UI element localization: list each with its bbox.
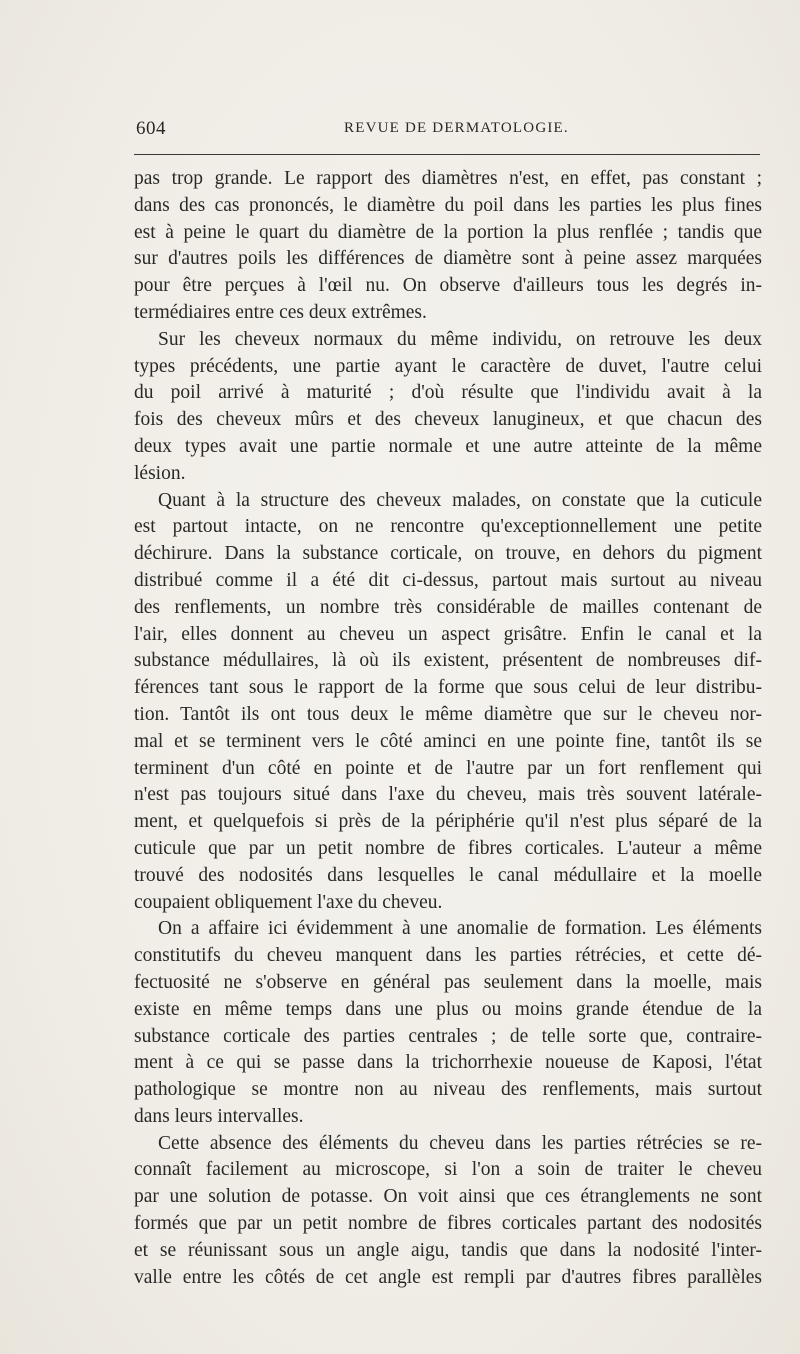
text-line: fectuosité ne s'observe en général pas seulement dans la moelle, mais (134, 971, 762, 993)
text-line: pour être perçues à l'œil nu. On observe d'ailleurs tous les degrés in- (134, 275, 762, 297)
text-line: ment à ce qui se passe dans la trichorrhexie noueuse de Kaposi, l'état (134, 1052, 762, 1074)
page-number: 604 (136, 118, 166, 139)
text-line: substance médullaires, là où ils existent, présentent de nombreuses dif- (134, 650, 762, 672)
text-line: constitutifs du cheveu manquent dans les parties rétrécies, et cette dé- (134, 945, 762, 967)
text-line: déchirure. Dans la substance corticale, on trouve, en dehors du pigment (134, 543, 762, 565)
header-rule (134, 154, 760, 155)
text-line: distribué comme il a été dit ci-dessus, partout mais surtout au niveau (134, 569, 762, 591)
text-line: férences tant sous le rapport de la forme que sous celui de leur distribu- (134, 677, 762, 699)
running-head (136, 118, 764, 140)
text-line: trouvé des nodosités dans lesquelles le canal médullaire et la moelle (134, 864, 762, 886)
text-line: fois des cheveux mûrs et des cheveux lanugineux, et que chacun des (134, 409, 762, 431)
text-line: tion. Tantôt ils ont tous deux le même diamètre que sur le cheveu nor- (134, 703, 762, 725)
text-line: mal et se terminent vers le côté aminci en une pointe fine, tantôt ils se (134, 730, 762, 752)
text-line: pathologique se montre non au niveau des renflements, mais surtout (134, 1079, 762, 1101)
text-line: termédiaires entre ces deux extrêmes. (134, 301, 427, 323)
text-line: deux types avait une partie normale et une autre atteinte de la même (134, 435, 762, 457)
text-line: pas trop grande. Le rapport des diamètres n'est, en effet, pas constant ; (134, 168, 762, 189)
text-line: et se réunissant sous un angle aigu, tandis que dans la nodosité l'inter- (134, 1239, 762, 1261)
text-line: connaît facilement au microscope, si l'on a soin de traiter le cheveu (134, 1159, 762, 1181)
body-text (134, 166, 762, 1291)
text-line: On a affaire ici évidemment à une anomalie de formation. Les éléments (158, 918, 762, 940)
text-line: coupaient obliquement l'axe du cheveu. (134, 891, 443, 913)
text-line: sur d'autres poils les différences de diamètre sont à peine assez marquées (134, 248, 762, 270)
text-line: Quant à la structure des cheveux malades, on constate que la cuticule (158, 489, 762, 511)
text-line: dans leurs intervalles. (134, 1105, 304, 1127)
journal-title: REVUE DE DERMATOLOGIE. (344, 120, 569, 136)
text-line: lésion. (134, 462, 186, 484)
text-line: types précédents, une partie ayant le caractère de duvet, l'autre celui (134, 355, 762, 377)
text-line: par une solution de potasse. On voit ainsi que ces étranglements ne sont (134, 1186, 762, 1208)
text-line: cuticule que par un petit nombre de fibres corticales. L'auteur a même (134, 837, 762, 859)
text-line: est partout intacte, on ne rencontre qu'exceptionnellement une petite (134, 516, 762, 538)
text-line: existe en même temps dans une plus ou moins grande étendue de la (134, 998, 762, 1020)
text-line: des renflements, un nombre très considérable de mailles contenant de (134, 596, 762, 618)
text-line: n'est pas toujours situé dans l'axe du cheveu, mais très souvent latérale- (134, 784, 762, 806)
text-line: est à peine le quart du diamètre de la portion la plus renflée ; tandis que (134, 221, 762, 243)
text-line: terminent d'un côté en pointe et de l'autre par un fort renflement qui (134, 757, 762, 779)
text-line: substance corticale des parties centrales ; de telle sorte que, contraire- (134, 1025, 762, 1047)
text-line: Cette absence des éléments du cheveu dans les parties rétrécies se re- (158, 1132, 762, 1154)
text-line: valle entre les côtés de cet angle est rempli par d'autres fibres parallèles (134, 1266, 762, 1288)
text-line: du poil arrivé à maturité ; d'où résulte que l'individu avait à la (134, 382, 762, 404)
text-line: l'air, elles donnent au cheveu un aspect grisâtre. Enfin le canal et la (134, 623, 762, 645)
text-line: ment, et quelquefois si près de la périphérie qu'il n'est plus séparé de la (134, 811, 762, 833)
text-line: dans des cas prononcés, le diamètre du poil dans les parties les plus fines (134, 194, 762, 216)
text-line: Sur les cheveux normaux du même individu, on retrouve les deux (158, 328, 762, 350)
text-line: formés que par un petit nombre de fibres corticales partant des nodosités (134, 1213, 762, 1235)
